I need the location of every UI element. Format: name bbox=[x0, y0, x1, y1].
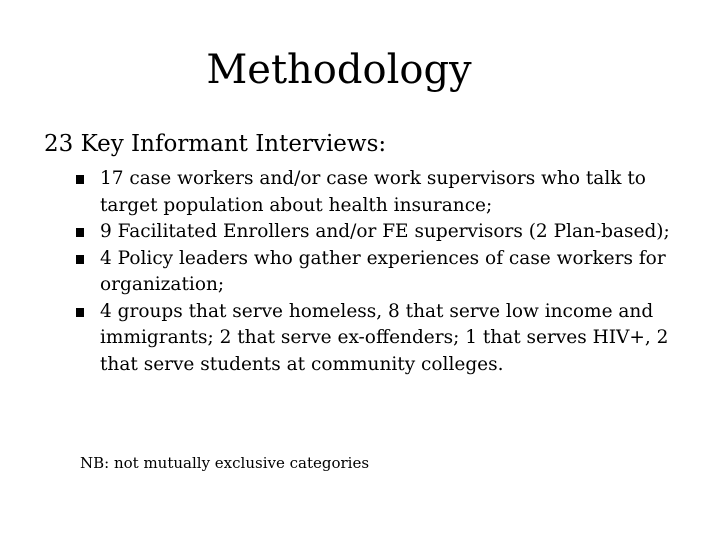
list-item bbox=[74, 246, 694, 299]
bullet-text: 4 groups that serve homeless, 8 that serve low income and immigrants; 2 that serve ex-offenders; 1 that serves HIV+, 2 that serve students at community colleges. bbox=[100, 300, 669, 375]
subheading: 23 Key Informant Interviews: bbox=[44, 131, 387, 157]
square-bullet-icon bbox=[76, 228, 84, 237]
list-item bbox=[74, 299, 694, 379]
square-bullet-icon bbox=[76, 308, 84, 317]
footnote: NB: not mutually exclusive categories bbox=[80, 454, 370, 472]
slide-title: Methodology bbox=[206, 47, 472, 93]
bullet-text: 4 Policy leaders who gather experiences of case workers for organization; bbox=[100, 247, 666, 295]
bullet-list bbox=[74, 166, 694, 378]
square-bullet-icon bbox=[76, 175, 84, 184]
bullet-text: 9 Facilitated Enrollers and/or FE supervisors (2 Plan-based); bbox=[100, 221, 670, 242]
list-item bbox=[74, 166, 694, 219]
list-item bbox=[74, 219, 694, 246]
bullet-text: 17 case workers and/or case work supervisors who talk to target population about health insurance; bbox=[100, 168, 646, 216]
square-bullet-icon bbox=[76, 255, 84, 264]
